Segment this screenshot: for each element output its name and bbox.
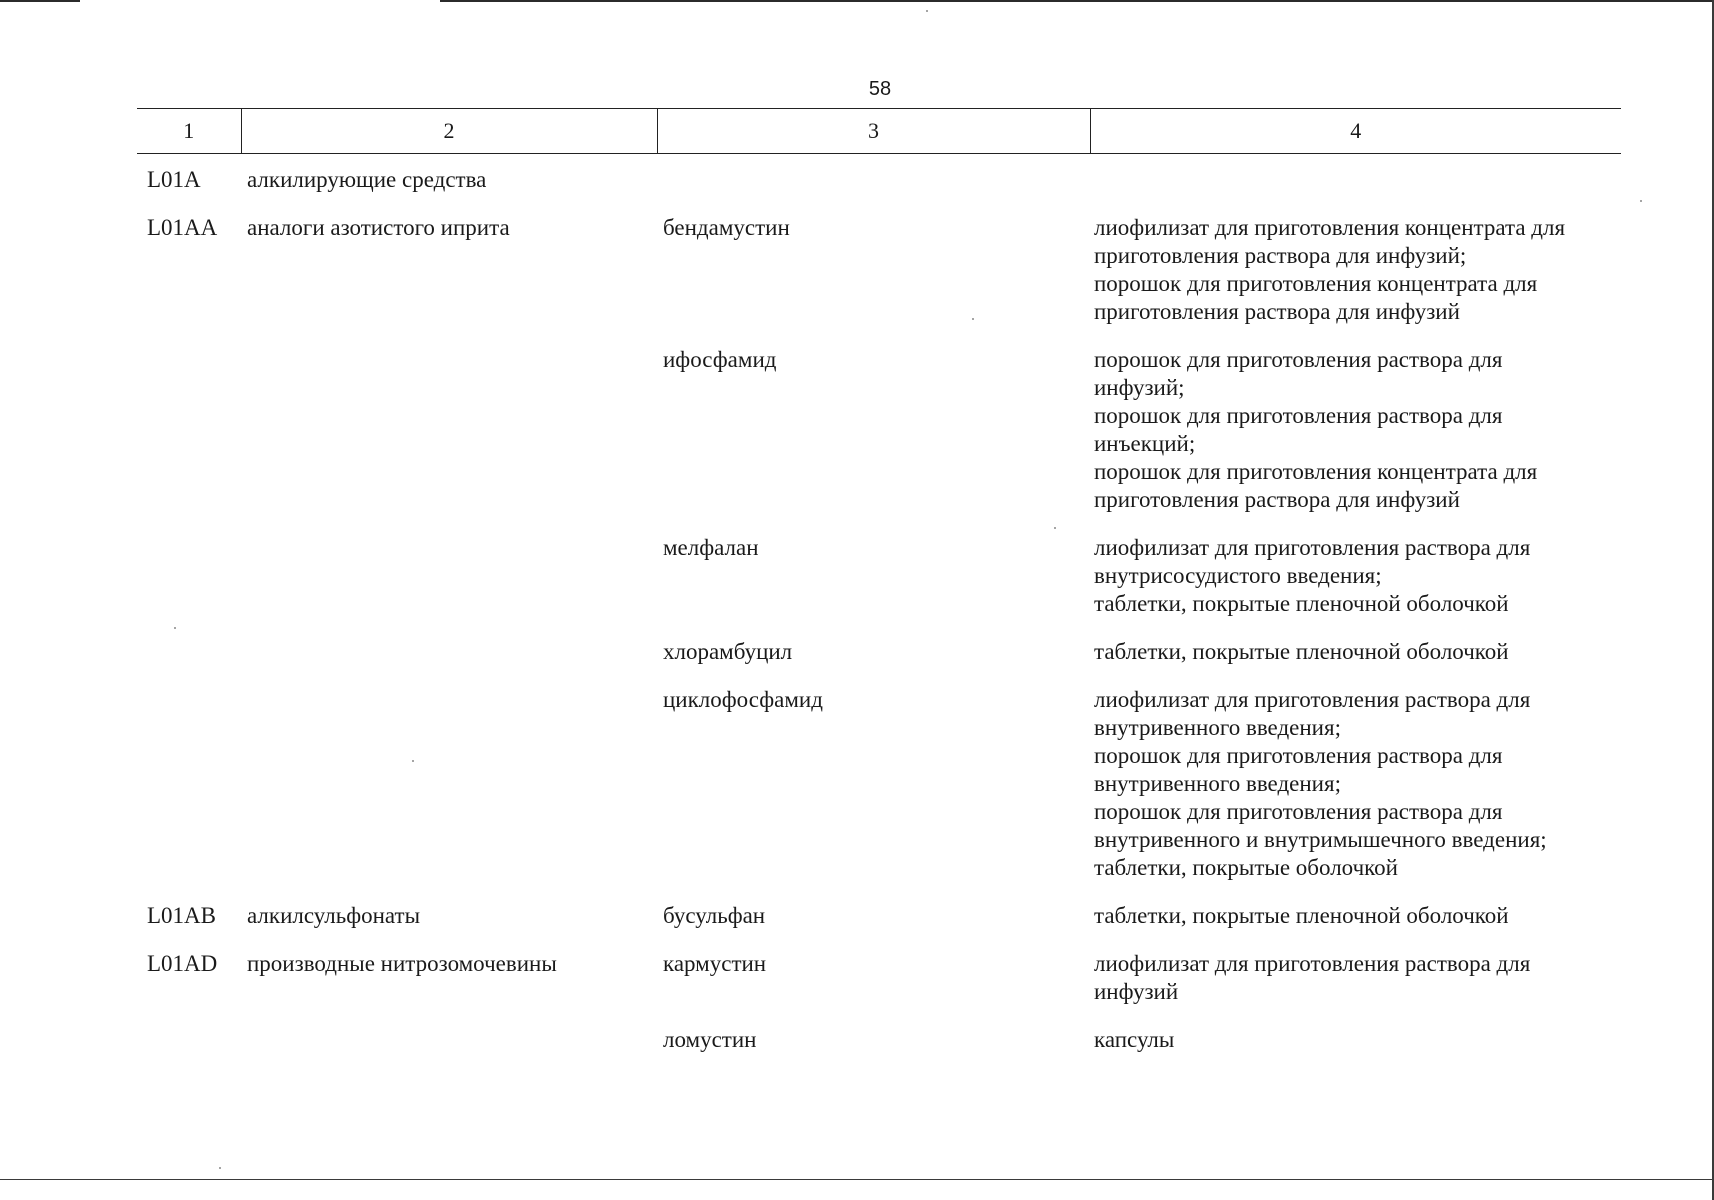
dosage-form-cell — [1090, 534, 1621, 638]
column-header: 1 — [137, 109, 241, 154]
atc-code-cell — [137, 638, 241, 686]
dosage-form-line: внутрисосудистого введения; — [1094, 563, 1382, 588]
atc-code-cell: L01AD — [147, 951, 218, 976]
dosage-form-line: таблетки, покрытые пленочной оболочкой — [1094, 903, 1509, 928]
atc-code-cell: L01A — [147, 167, 201, 192]
dosage-form-line: порошок для приготовления концентрата для — [1094, 271, 1538, 296]
table-row — [137, 686, 1621, 902]
dosage-form-cell — [1090, 686, 1621, 902]
dosage-form-line: лиофилизат для приготовления раствора для — [1094, 535, 1531, 560]
scan-speck — [926, 10, 928, 12]
dosage-form-line: приготовления раствора для инфузий; — [1094, 243, 1467, 268]
dosage-form-line: внутривенного введения; — [1094, 771, 1341, 796]
pharmacological-group-cell — [241, 686, 657, 902]
pharmacological-group-cell: алкилирующие средства — [247, 167, 487, 192]
dosage-form-line: таблетки, покрытые пленочной оболочкой — [1094, 591, 1509, 616]
table-row — [137, 154, 1621, 215]
dosage-form-cell — [1090, 950, 1621, 1026]
dosage-form-cell — [1090, 1026, 1621, 1074]
dosage-form-line: таблетки, покрытые пленочной оболочкой — [1094, 639, 1509, 664]
drug-name-cell: ломустин — [663, 1027, 757, 1052]
dosage-form-line: порошок для приготовления раствора для — [1094, 347, 1503, 372]
table-row — [137, 902, 1621, 950]
table-body — [137, 154, 1621, 1075]
dosage-form-line: лиофилизат для приготовления концентрата для — [1094, 215, 1566, 240]
pharmacological-group-cell: алкилсульфонаты — [247, 903, 421, 928]
column-header: 2 — [241, 109, 657, 154]
drug-name-cell: хлорамбуцил — [663, 639, 793, 664]
dosage-form-cell — [1090, 902, 1621, 950]
column-header: 4 — [1090, 109, 1621, 154]
atc-code-cell — [137, 1026, 241, 1074]
table-row — [137, 950, 1621, 1026]
dosage-form-cell — [1090, 638, 1621, 686]
pharmacological-group-cell — [241, 346, 657, 534]
dosage-form-line: приготовления раствора для инфузий — [1094, 487, 1460, 512]
dosage-form-line: лиофилизат для приготовления раствора для — [1094, 687, 1531, 712]
table-row — [137, 638, 1621, 686]
dosage-form-line: внутривенного введения; — [1094, 715, 1341, 740]
drug-table — [137, 108, 1621, 1074]
page-number: 58 — [868, 78, 892, 100]
dosage-form-line: инфузий — [1094, 979, 1179, 1004]
pharmacological-group-cell — [241, 1026, 657, 1074]
table-row — [137, 534, 1621, 638]
dosage-form-line: порошок для приготовления раствора для — [1094, 403, 1503, 428]
table-row — [137, 1026, 1621, 1074]
table-row — [137, 214, 1621, 346]
atc-code-cell — [137, 686, 241, 902]
table-header-row — [137, 109, 1621, 154]
drug-name-cell — [657, 154, 1090, 215]
drug-name-cell: кармустин — [663, 951, 767, 976]
scan-border-bottom — [0, 1179, 1714, 1180]
dosage-form-line: внутривенного и внутримышечного введения; — [1094, 827, 1547, 852]
dosage-form-line: инъекций; — [1094, 431, 1196, 456]
table-row — [137, 346, 1621, 534]
dosage-form-line: лиофилизат для приготовления раствора для — [1094, 951, 1531, 976]
scan-speck — [1640, 200, 1642, 202]
pharmacological-group-cell — [241, 638, 657, 686]
atc-code-cell — [137, 346, 241, 534]
drug-name-cell: бендамустин — [663, 215, 790, 240]
dosage-form-cell — [1090, 214, 1621, 346]
scan-border-gap — [80, 0, 440, 2]
dosage-form-cell — [1090, 346, 1621, 534]
pharmacological-group-cell: производные нитрозомочевины — [247, 951, 557, 976]
dosage-form-line: капсулы — [1094, 1027, 1175, 1052]
pharmacological-group-cell — [241, 534, 657, 638]
drug-name-cell: циклофосфамид — [663, 687, 823, 712]
dosage-form-line: порошок для приготовления раствора для — [1094, 743, 1503, 768]
dosage-form-line: порошок для приготовления раствора для — [1094, 799, 1503, 824]
drug-name-cell: ифосфамид — [663, 347, 777, 372]
dosage-form-line: порошок для приготовления концентрата для — [1094, 459, 1538, 484]
column-header: 3 — [657, 109, 1090, 154]
drug-name-cell: мелфалан — [663, 535, 759, 560]
pharmacological-group-cell: аналоги азотистого иприта — [247, 215, 510, 240]
dosage-form-cell — [1090, 154, 1621, 215]
dosage-form-line: инфузий; — [1094, 375, 1185, 400]
atc-code-cell: L01AB — [147, 903, 216, 928]
atc-code-cell — [137, 534, 241, 638]
dosage-form-line: приготовления раствора для инфузий — [1094, 299, 1460, 324]
atc-code-cell: L01AA — [147, 215, 218, 240]
drug-name-cell: бусульфан — [663, 903, 766, 928]
dosage-form-line: таблетки, покрытые оболочкой — [1094, 855, 1398, 880]
scan-speck — [219, 1167, 221, 1169]
